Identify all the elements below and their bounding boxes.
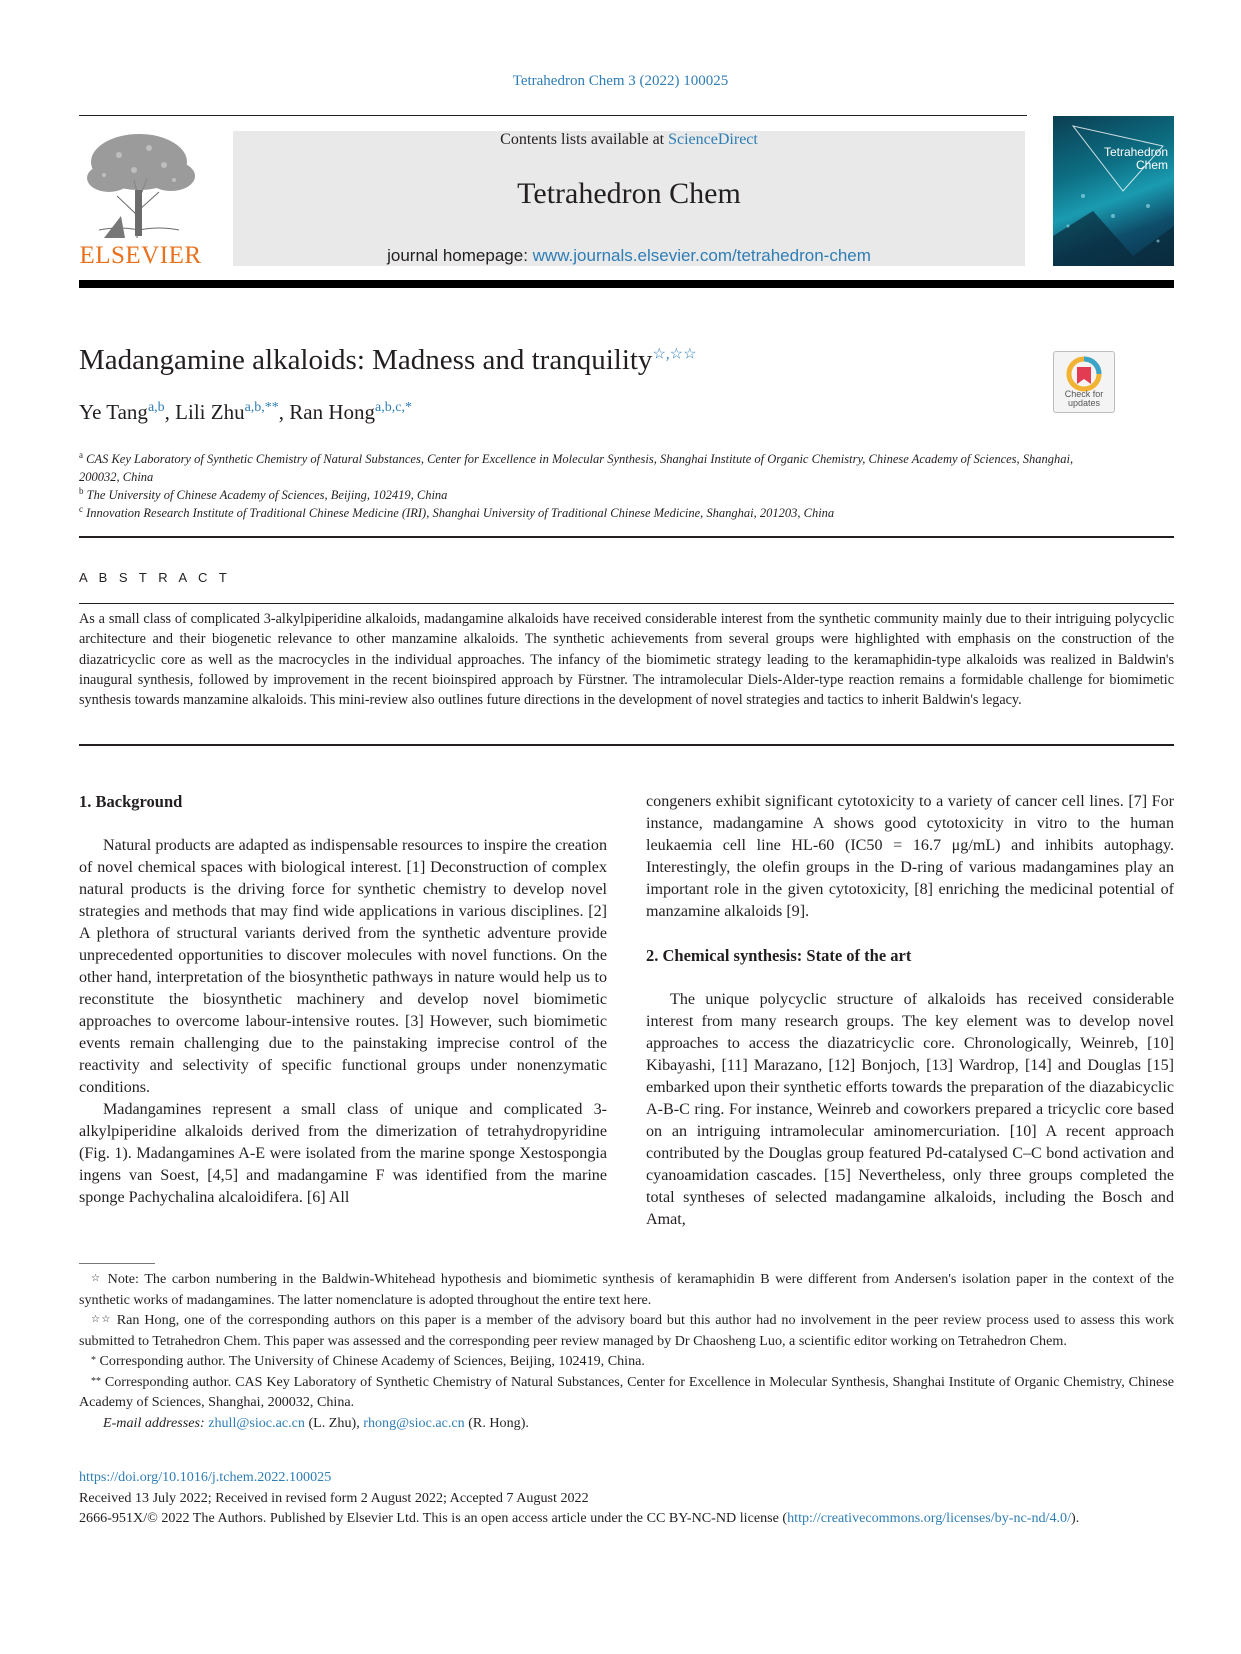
paragraph: congeners exhibit significant cytotoxicity to a variety of cancer cell lines. [7] For instance, madangamine A shows good cytotoxicity in vitro to the human leukaemia cell line HL-60 (IC50 = 16.7 μg/mL) and inhibits autophagy. Interestingly, the olefin groups in the D-ring of various madangamines play an important role in the given cytotoxicity, [8] enriching the medicinal potential of manzamine alkaloids [9].: [646, 793, 1174, 920]
masthead-top-rule: [79, 115, 1027, 116]
divider-rule: [79, 603, 1174, 604]
affiliation-text: Innovation Research Institute of Traditional Chinese Medicine (IRI), Shanghai University of Traditional Chinese Medicine, Shanghai, 201203, China: [86, 506, 835, 521]
body-column-right: [646, 791, 1174, 1231]
cover-graphic-icon: [1053, 116, 1174, 266]
author-list: Ye Tang$^{a,b}$, Lili Zhu$^{a,b,**}$, Ran Hong$^{a,b,c,*}$: [79, 400, 412, 424]
author-name: Lili Zhu: [175, 400, 245, 424]
check-updates-label-2: updates: [1067, 398, 1101, 408]
footnote-symbol: ☆☆: [91, 1314, 112, 1325]
footnote: [79, 1372, 1174, 1413]
footnote-symbol: **: [91, 1375, 101, 1387]
affiliation-mark: c: [79, 504, 83, 514]
publication-info: [79, 1467, 1174, 1529]
email-owner: (L. Zhu),: [308, 1414, 360, 1431]
email-link[interactable]: rhong@sioc.ac.cn: [363, 1414, 465, 1431]
footnote: [79, 1310, 1174, 1351]
cover-title-line-1: Tetrahedron: [1103, 145, 1168, 159]
email-label: E-mail addresses:: [103, 1414, 205, 1431]
affiliation-a: [79, 446, 1099, 486]
license-link[interactable]: http://creativecommons.org/licenses/by-nc-nd/4.0/: [787, 1510, 1072, 1526]
affiliation-text: The University of Chinese Academy of Sciences, Beijing, 102419, China: [86, 488, 448, 503]
cover-title: [1104, 146, 1168, 172]
paragraph: Madangamines represent a small class of unique and complicated 3-alkylpiperidine alkaloids derived from the dimerization of tetrahydropyridine (Fig. 1). Madangamines A-E were isolated from the marine sponge Xestospongia ingens van Soest, [4,5] and madangamine F was identified from the marine sponge Pachychalina alcaloidifera. [6] All: [79, 1101, 607, 1206]
author-name: Ran Hong: [289, 400, 376, 424]
affiliation-mark: a: [79, 450, 83, 460]
journal-cover-image: [1053, 116, 1174, 266]
affiliation-text: CAS Key Laboratory of Synthetic Chemistry of Natural Substances, Center for Excellence in Molecular Synthesis, Shanghai Institute of Organic Chemistry, Chinese Academy of Sciences, Shanghai, 200032, China: [79, 452, 1074, 485]
divider-rule: [79, 744, 1174, 746]
journal-citation[interactable]: Tetrahedron Chem 3 (2022) 100025: [512, 73, 729, 89]
article-title-text: Madangamine alkaloids: Madness and tranquility: [79, 344, 653, 376]
received-dates: Received 13 July 2022; Received in revised form 2 August 2022; Accepted 7 August 2022: [79, 1489, 589, 1506]
author-affiliation-marks[interactable]: a,b,c,*: [375, 400, 412, 415]
abstract-text: As a small class of complicated 3-alkylpiperidine alkaloids, madangamine alkaloids have received considerable interest from the synthetic community mainly due to their intriguing polycyclic architecture and their biogenetic relevance to other manzamine alkaloids. The synthetic achievements from several groups were highlighted with emphasis on the construction of the diazatricyclic core as well as the macrocycles in the individual approaches. The infancy of the biomimetic strategy leading to the keramaphidin-type alkaloids was realized in Baldwin's inaugural synthesis, followed by improvement in the recent bioinspired approach by Fürstner. The intramolecular Diels-Alder-type reaction remains a formidable challenge for biomimetic synthesis towards manzamine alkaloids. This mini-review also outlines future directions in the development of novel strategies and tactics to inherit Baldwin's legacy.: [79, 611, 1174, 709]
paragraph: Natural products are adapted as indispensable resources to inspire the creation of novel chemical spaces with biological interest. [1] Deconstruction of complex natural products is the driving force for synthetic chemistry to develop novel strategies and methods that may find wide applications in various disciplines. [2] A plethora of structural variants derived from the synthetic adventure provide unprecedented opportunities to discover molecules with novel functions. On the other hand, interpretation of the biosynthetic pathways in nature would help us to reconstitute the biosynthetic machinery and develop novel biomimetic approaches to overcome labour-intensive routes. [3] However, such biomimetic events remain challenging due to the painstaking imprecise control of the reactivity and selectivity of specific functional groups under nonenzymatic conditions.: [79, 837, 607, 1096]
email-link[interactable]: zhull@sioc.ac.cn: [208, 1414, 305, 1431]
section-heading: 2. Chemical synthesis: State of the art: [646, 946, 912, 965]
affiliation-c: [79, 500, 1099, 522]
title-footnote-marks[interactable]: ☆,☆☆: [652, 346, 697, 363]
sciencedirect-link[interactable]: ScienceDirect: [668, 131, 758, 148]
tree-icon: [79, 130, 202, 240]
footnote-text: Ran Hong, one of the corresponding authors on this paper is a member of the advisory board but this author had no involvement in the peer review process used to assess this work submitted to Tetrahedron Chem. This paper was assessed and the corresponding peer review managed by Dr Chaosheng Luo, a scientific editor working on Tetrahedron Chem.: [79, 1312, 1174, 1349]
footnote-text: Note: The carbon numbering in the Baldwin-Whitehead hypothesis and biomimetic synthesis of keramaphidin B were different from Andersen's isolation paper in the context of the synthetic works of madangamines. The latter nomenclature is adopted throughout the entire text here.: [79, 1271, 1174, 1308]
footnote: [79, 1351, 1174, 1372]
license-prefix: 2666-951X/© 2022 The Authors. Published by Elsevier Ltd. This is an open access article under the CC BY-NC-ND license (: [79, 1510, 788, 1526]
license-suffix: ).: [1071, 1510, 1080, 1526]
paragraph: The unique polycyclic structure of alkaloids has received considerable interest from many research groups. The key element was to develop novel approaches to access the diazatricyclic core. Chronologically, Weinreb, [10] Kibayashi, [11] Marazano, [12] Bonjoch, [13] Wardrop, [14] and Douglas [15] embarked upon their synthetic efforts towards the preparation of the diazabicyclic A-B-C ring. For instance, Weinreb and coworkers prepared a tricyclic core based on an intriguing intramolecular aminomercuriation. [10] A recent approach contributed by the Douglas group featured Pd-catalysed C–C bond activation and cyanoamidation cascades. [15] Nevertheless, only three groups completed the total syntheses of selected madangamine alkaloids, including the Bosch and Amat,: [646, 991, 1174, 1228]
footnote-text: Corresponding author. CAS Key Laboratory of Synthetic Chemistry of Natural Substances, Center for Excellence in Molecular Synthesis, Shanghai Institute of Organic Chemistry, Chinese Academy of Sciences, Shanghai, 200032, China.: [79, 1373, 1174, 1410]
doi-link[interactable]: https://doi.org/10.1016/j.tchem.2022.100025: [79, 1469, 332, 1485]
contents-line: [233, 131, 1025, 149]
homepage-prefix: journal homepage:: [387, 246, 533, 265]
journal-homepage-line: [233, 246, 1025, 266]
footnotes: [79, 1269, 1174, 1433]
author-name: Ye Tang: [79, 400, 148, 424]
license-statement: [79, 1508, 1174, 1529]
body-column-left: [79, 791, 607, 1209]
elsevier-logo: [79, 130, 202, 270]
author-affiliation-marks[interactable]: a,b: [147, 400, 165, 415]
check-for-updates-button[interactable]: [1053, 351, 1115, 413]
author-affiliation-marks[interactable]: a,b,**: [244, 400, 279, 415]
contents-prefix: Contents lists available at: [500, 131, 669, 148]
abstract-heading: A B S T R A C T: [79, 570, 231, 585]
footnote-symbol: ☆: [91, 1273, 103, 1284]
footnote-text: Corresponding author. The University of Chinese Academy of Sciences, Beijing, 102419, China.: [99, 1353, 645, 1369]
footnote-symbol: *: [91, 1355, 96, 1366]
email-addresses: [79, 1413, 1174, 1434]
check-updates-label-1: Check for: [1064, 389, 1104, 399]
masthead-bottom-rule: [79, 280, 1174, 288]
journal-title: Tetrahedron Chem: [517, 177, 741, 210]
divider-rule: [79, 536, 1174, 538]
affiliation-mark: b: [79, 486, 84, 496]
article-title: [79, 344, 697, 377]
footnote: [79, 1269, 1174, 1310]
check-updates-label: [1054, 390, 1114, 408]
cover-title-line-2: Chem: [1135, 158, 1168, 172]
homepage-link[interactable]: www.journals.elsevier.com/tetrahedron-chem: [532, 246, 871, 265]
footnote-rule: [79, 1263, 155, 1264]
elsevier-wordmark: ELSEVIER: [79, 242, 202, 269]
email-owner: (R. Hong).: [468, 1414, 529, 1431]
section-heading: 1. Background: [79, 792, 183, 811]
